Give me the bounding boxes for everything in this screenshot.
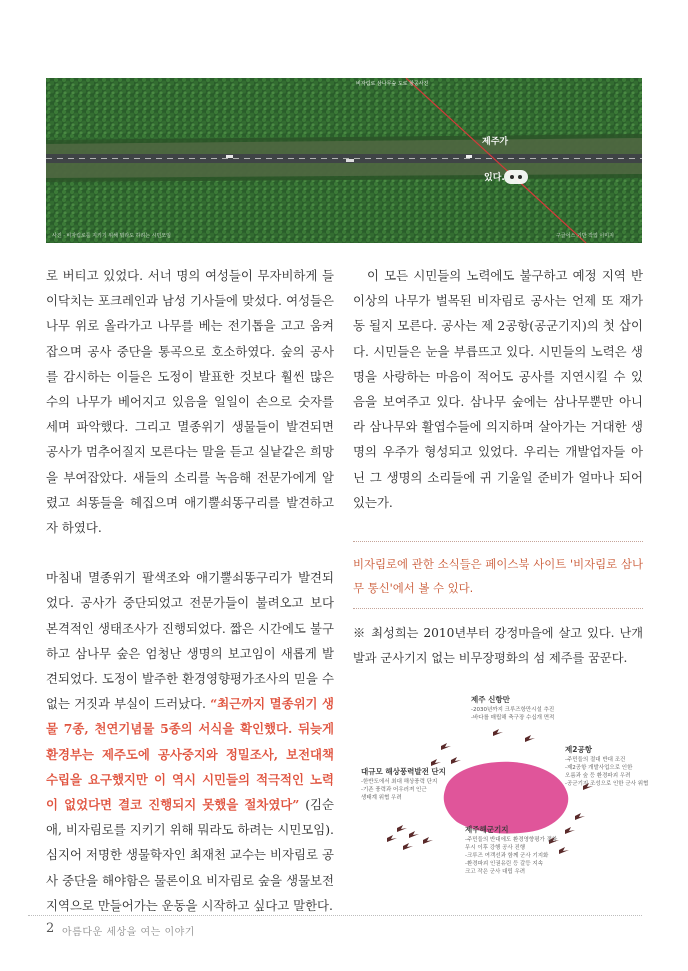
jeju-island [444,762,569,834]
map-south-item-4: -환경파괴 인권유린 등 갈등 지속 [465,861,544,867]
map-west-title: 대규모 해상풍력발전 단지 [361,767,446,776]
photo-label-2: 있다. [484,173,505,183]
author-note: ※ 최성희는 2010년부터 강정마을에 살고 있다. 난개발과 군사기지 없는 비무장평화의 섬 제주를 꿈꾼다. [353,626,643,666]
left-paragraph-2-end: (김순애, 비자림로를 지키기 위해 뭐라도 하려는 시민모임). 심지어 저명한 생물학자인 최재천 교수는 비자림로 공사 중단을 해야함은 물론이요 비자림로 숲을 생물보전지역으로 만들어가는 운동을 시작하고 싶다고 말한다. [46,797,334,913]
map-south-item-2: 무시 이후 강행 공사 진행 [465,845,526,851]
map-south-item-1: -주민들의 반대에도 환경영향평가 절차 [465,837,558,843]
map-south-item-5: 크고 작은 군사 대립 우려 [465,869,526,875]
map-north-item-1: -2030년까지 크루즈항만시설 추진 [471,707,555,713]
left-paragraph-2-start: 마침내 멸종위기 팔색조와 애기뿔쇠똥구리가 발견되었다. 공사가 중단되었고 전문가들이 불려오고 보다 본격적인 생태조사가 진행되었다. 짧은 시간에도 불구하고 삼나무 숲은 엄청난 생명의 보고임이 새롭게 발견되었다. 도정이 발주한 환경영향평가조사의 믿을 수 없는 거짓과 부실이 드러났다. [46,570,334,712]
left-paragraph-2 [46,565,334,918]
photo-label-1: 제주가 [482,137,509,147]
map-east-item-3: 오름과 숲 등 환경파괴 우려 [565,773,631,779]
map-west-item-1: -한반도에서 최대 해상풍력 단지 [361,779,438,785]
notice-divider-bottom [353,608,643,609]
left-paragraph-1: 로 버티고 있었다. 서너 명의 여성들이 무자비하게 들이닥치는 포크레인과 남성 기사들에 맞섰다. 여성들은 나무 위로 올라가고 나무를 베는 전기톱을 고고 움켜잡으며 공사 중단을 통곡으로 호소하였다. 숲의 공사를 감시하는 이들은 도정이 발표한 것보다 훨씬 많은 수의 나무가 베어지고 있음을 일일이 손으로 숫자를 세며 파악했다. 그리고 멸종위기 생물들이 발견되면 공사가 멈추어질지 모른다는 말을 듣고 실낱같은 희망을 부여잡았다. 새들의 소리를 녹음해 전문가에게 알렸고 쇠똥들을 헤집으며 애기뿔쇠똥구리를 발견하고자 하였다. [46,268,334,536]
aerial-forest-photo [46,78,642,243]
photo-credit-left: 사진 · 비자림로를 지키기 위해 뭐라도 하려는 시민모임 [52,233,171,239]
footer-divider [28,915,642,916]
map-group-west [361,766,446,801]
highlighted-quote: “최근까지 멸종위기 생물 7종, 천연기념물 5종의 서식을 확인했다. 뒤늦게 환경부는 제주도에 공사중지와 정밀조사, 보전대책 수립을 요구했지만 이 역시 시민들의 적극적인 노력이 없었다면 결코 진행되지 못했을 절차였다” [46,696,334,813]
forest-road-illustration [46,78,642,243]
right-paragraph-1: 이 모든 시민들의 노력에도 불구하고 예정 지역 반 이상의 나무가 벌목된 비자림로 공사는 언제 또 재가동 될지 모른다. 공사는 제 2공항(공군기지)의 첫 삽이다. 시민들은 눈을 부릅뜨고 있다. 시민들의 노력은 생명을 사랑하는 마음이 적어도 공사를 지연시킬 수 있음을 보여주고 있다. 삼나무 숲에는 삼나무뿐만 아니라 삼나무와 활엽수들에 의지하며 살아가는 거대한 생명의 우주가 형성되고 있었다. 우리는 개발업자들 아닌 그 생명의 소리들에 귀 기울일 준비가 얼마나 되어 있는가. [353,268,643,510]
map-group-south [465,824,557,875]
map-south-title: 제주해군기지 [465,825,509,834]
map-north-item-2: -바다를 매립해 축구장 수십개 면적 [471,715,555,721]
photo-credit-right: 구글어스 기반 작업 이미지 [556,233,614,239]
map-west-item-3: 생태계 위협 우려 [361,795,402,801]
map-west-item-2: -기존 풍력과 어우러져 인근 [361,787,427,793]
jeju-map-illustration [353,690,649,900]
facebook-notice: 비자림로에 관한 소식들은 페이스북 사이트 '비자림로 삼나무 통신'에서 볼 수 있다. [353,557,643,596]
map-group-north [471,694,554,721]
map-east-item-1: -주민들의 절대 반대 조건 [565,757,626,763]
map-east-item-2: -제2공항 개발사업으로 인한 [565,765,633,771]
photo-caption-top: 비자림로 삼나무숲 도로 항공사진 [356,81,429,87]
left-column [46,263,334,918]
map-group-east [565,744,648,787]
magazine-title: 아름다운 세상을 여는 이야기 [62,927,195,938]
map-south-item-3: -크루즈 여객선과 함께 군사 기지화 [465,853,549,859]
map-east-item-4: -공군기지 조성으로 인한 군사 위협 [565,781,649,787]
map-north-title: 제주 신항만 [471,695,510,704]
map-east-title: 제2공항 [565,745,592,754]
page-number: 2 [46,921,55,936]
right-column [353,263,643,671]
